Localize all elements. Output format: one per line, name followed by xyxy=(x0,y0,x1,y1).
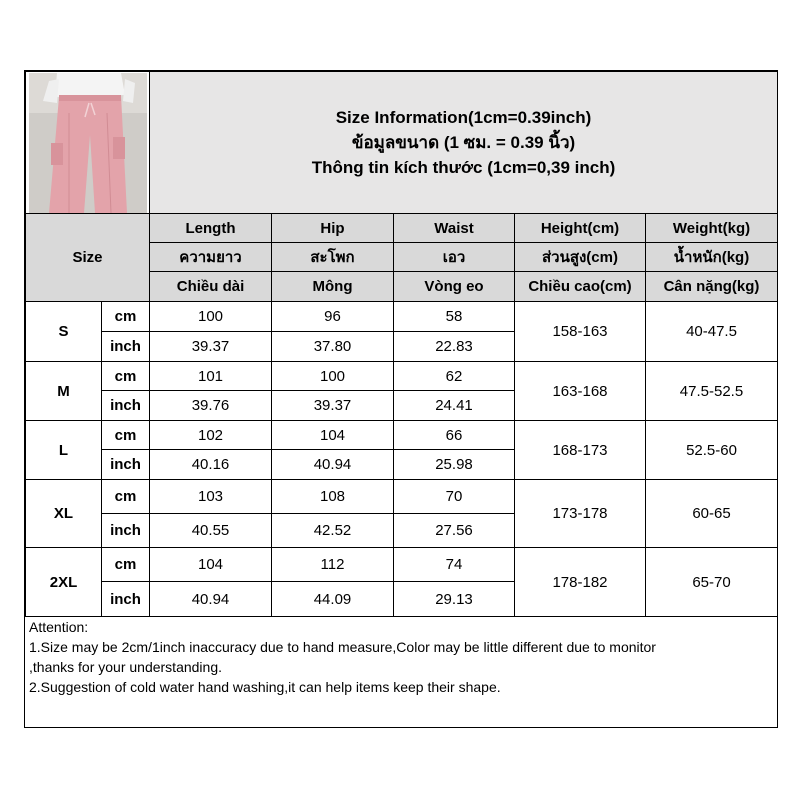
l-length-inch: 40.16 xyxy=(150,450,272,480)
xl-waist-inch: 27.56 xyxy=(394,514,515,548)
s-waist-inch: 22.83 xyxy=(394,332,515,362)
info-line-english: Size Information(1cm=0.39inch) xyxy=(335,108,592,127)
unit-inch: inch xyxy=(102,582,150,617)
s-waist-cm: 58 xyxy=(394,302,515,332)
m-waist-inch: 24.41 xyxy=(394,391,515,421)
m-waist-cm: 62 xyxy=(394,362,515,391)
product-photo-cell xyxy=(26,72,150,214)
s-hip-cm: 96 xyxy=(272,302,394,332)
header-height-th: ส่วนสูง(cm) xyxy=(515,243,646,272)
header-length-vi: Chiều dài xyxy=(150,272,272,302)
header-hip-en: Hip xyxy=(272,214,394,243)
l-hip-inch: 40.94 xyxy=(272,450,394,480)
product-photo xyxy=(29,73,147,213)
l-waist-cm: 66 xyxy=(394,421,515,450)
info-line-thai: ข้อมูลขนาด (1 ซม. = 0.39 นิ้ว) xyxy=(351,133,576,152)
unit-cm: cm xyxy=(102,362,150,391)
size-table xyxy=(25,71,778,617)
2xl-hip-cm: 112 xyxy=(272,548,394,582)
attention-notes xyxy=(25,614,777,700)
header-weight-th: น้ำหนัก(kg) xyxy=(646,243,778,272)
l-waist-inch: 25.98 xyxy=(394,450,515,480)
2xl-waist-inch: 29.13 xyxy=(394,582,515,617)
header-hip-vi: Mông xyxy=(272,272,394,302)
attention-note-1-continued: ,thanks for your understanding. xyxy=(29,659,223,675)
s-length-cm: 100 xyxy=(150,302,272,332)
size-chart xyxy=(24,70,778,728)
m-height: 163-168 xyxy=(515,362,646,421)
l-length-cm: 102 xyxy=(150,421,272,450)
xl-length-inch: 40.55 xyxy=(150,514,272,548)
size-label-l: L xyxy=(26,421,102,480)
s-weight: 40-47.5 xyxy=(646,302,778,362)
header-waist-vi: Vòng eo xyxy=(394,272,515,302)
unit-inch: inch xyxy=(102,391,150,421)
header-height-vi: Chiều cao(cm) xyxy=(515,272,646,302)
s-length-inch: 39.37 xyxy=(150,332,272,362)
unit-cm: cm xyxy=(102,421,150,450)
unit-inch: inch xyxy=(102,332,150,362)
header-length-th: ความยาว xyxy=(150,243,272,272)
unit-inch: inch xyxy=(102,450,150,480)
l-weight: 52.5-60 xyxy=(646,421,778,480)
header-waist-en: Waist xyxy=(394,214,515,243)
attention-note-2: 2.Suggestion of cold water hand washing,it can help items keep their shape. xyxy=(29,679,501,695)
s-height: 158-163 xyxy=(515,302,646,362)
size-label-xl: XL xyxy=(26,480,102,548)
xl-hip-cm: 108 xyxy=(272,480,394,514)
size-information-title xyxy=(150,72,778,214)
size-label-s: S xyxy=(26,302,102,362)
info-line-vietnamese: Thông tin kích thước (1cm=0,39 inch) xyxy=(311,158,616,177)
unit-cm: cm xyxy=(102,480,150,514)
l-height: 168-173 xyxy=(515,421,646,480)
l-hip-cm: 104 xyxy=(272,421,394,450)
2xl-length-cm: 104 xyxy=(150,548,272,582)
header-height-en: Height(cm) xyxy=(515,214,646,243)
2xl-hip-inch: 44.09 xyxy=(272,582,394,617)
xl-height: 173-178 xyxy=(515,480,646,548)
unit-cm: cm xyxy=(102,302,150,332)
m-hip-inch: 39.37 xyxy=(272,391,394,421)
header-weight-vi: Cân nặng(kg) xyxy=(646,272,778,302)
xl-hip-inch: 42.52 xyxy=(272,514,394,548)
pink-cargo-pants-image xyxy=(29,73,147,213)
2xl-waist-cm: 74 xyxy=(394,548,515,582)
2xl-length-inch: 40.94 xyxy=(150,582,272,617)
unit-inch: inch xyxy=(102,514,150,548)
xl-weight: 60-65 xyxy=(646,480,778,548)
size-column-title: Size xyxy=(26,214,150,302)
unit-cm: cm xyxy=(102,548,150,582)
size-label-2xl: 2XL xyxy=(26,548,102,617)
2xl-height: 178-182 xyxy=(515,548,646,617)
m-length-inch: 39.76 xyxy=(150,391,272,421)
header-hip-th: สะโพก xyxy=(272,243,394,272)
xl-waist-cm: 70 xyxy=(394,480,515,514)
header-weight-en: Weight(kg) xyxy=(646,214,778,243)
m-weight: 47.5-52.5 xyxy=(646,362,778,421)
size-label-m: M xyxy=(26,362,102,421)
header-waist-th: เอว xyxy=(394,243,515,272)
s-hip-inch: 37.80 xyxy=(272,332,394,362)
header-length-en: Length xyxy=(150,214,272,243)
2xl-weight: 65-70 xyxy=(646,548,778,617)
m-length-cm: 101 xyxy=(150,362,272,391)
m-hip-cm: 100 xyxy=(272,362,394,391)
attention-note-1: 1.Size may be 2cm/1inch inaccuracy due to hand measure,Color may be little different due to monitor xyxy=(29,639,656,655)
attention-title: Attention: xyxy=(29,619,89,635)
xl-length-cm: 103 xyxy=(150,480,272,514)
